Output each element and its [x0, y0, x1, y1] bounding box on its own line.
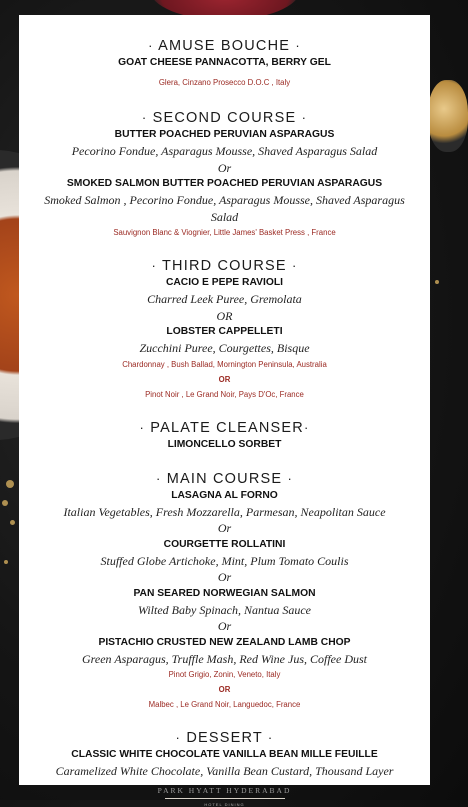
dish-description: Pecorino Fondue, Asparagus Mousse, Shaved Asparagus Salad — [71, 144, 378, 158]
dish-name: SMOKED SALMON BUTTER POACHED PERUVIAN ASPARAGUS — [66, 178, 383, 189]
dot-ornament: · — [155, 470, 162, 486]
dot-ornament: · — [301, 110, 308, 125]
or-separator: Or — [217, 160, 232, 175]
dot-ornament: · — [295, 38, 301, 53]
dot-ornament: · — [291, 258, 298, 273]
course-title-text: THIRD COURSE — [161, 258, 287, 274]
dish-name: CACIO E PEPE RAVIOLI — [165, 277, 284, 288]
brand-logo: PARK HYATT HYDERABAD — [157, 785, 292, 795]
gold-sprinkle — [2, 500, 8, 506]
course-title — [33, 470, 416, 488]
section-palate-cleanser — [33, 419, 416, 453]
course-title — [33, 109, 416, 127]
dot-ornament: · — [267, 730, 274, 745]
section-second-course — [33, 109, 416, 240]
course-title-text: DESSERT — [186, 730, 263, 746]
dish-description: Charred Leek Puree, Gremolata — [147, 292, 302, 306]
or-separator: Or — [217, 521, 232, 535]
menu-card — [19, 15, 430, 807]
dish-description: Zucchini Puree, Courgettes, Bisque — [139, 341, 310, 355]
wine-or-separator: OR — [218, 685, 231, 694]
dish-name: BUTTER POACHED PERUVIAN ASPARAGUS — [114, 129, 335, 140]
or-separator: Or — [217, 570, 232, 584]
dot-ornament: · — [151, 258, 158, 273]
dish-description: Wilted Baby Spinach, Nantua Sauce — [138, 602, 311, 617]
dish-name: LOBSTER CAPPELLETI — [166, 326, 283, 337]
course-title-text: PALATE CLEANSER — [150, 419, 304, 436]
dot-ornament: · — [303, 419, 310, 435]
dot-ornament: · — [141, 110, 148, 125]
course-title — [33, 257, 416, 275]
dish-description-cont: Salad — [210, 209, 239, 224]
or-separator: Or — [217, 619, 232, 633]
brand-divider — [165, 798, 285, 799]
dish-description: Italian Vegetables, Fresh Mozzarella, Parmesan, Neapolitan Sauce — [63, 504, 386, 519]
wine-or-separator: OR — [218, 374, 231, 384]
gold-sprinkle — [435, 280, 439, 284]
course-title-text: MAIN COURSE — [166, 470, 283, 487]
dish-name: CLASSIC WHITE CHOCOLATE VANILLA BEAN MILLE FEUILLE — [71, 749, 378, 760]
dish-name: PAN SEARED NORWEGIAN SALMON — [133, 587, 316, 599]
course-title — [33, 729, 416, 747]
dish-description: Stuffed Globe Artichoke, Mint, Plum Tomato Coulis — [100, 553, 349, 568]
wine-pairing: Pinot Noir , Le Grand Noir, Pays D'Oc, France — [145, 389, 304, 399]
dish-name: COURGETTE ROLLATINI — [163, 538, 286, 550]
wine-pairing: Glera, Cinzano Prosecco D.O.C , Italy — [158, 78, 291, 87]
dish-description: Caramelized White Chocolate, Vanilla Bean Custard, Thousand Layer — [55, 764, 394, 778]
wine-pairing: Chardonnay , Bush Ballad, Mornington Peninsula, Australia — [122, 359, 327, 369]
course-title-text: SECOND COURSE — [152, 110, 297, 126]
wine-pairing: Malbec , Le Grand Noir, Languedoc, France — [148, 700, 301, 709]
course-title — [33, 37, 416, 55]
course-title-text: AMUSE BOUCHE — [158, 38, 291, 54]
gold-sprinkle — [6, 480, 14, 488]
wine-pairing: Sauvignon Blanc & Viognier, Little James' Basket Press , France — [113, 228, 336, 237]
gold-pumpkin-decoration — [428, 80, 468, 152]
dot-ornament: · — [139, 419, 146, 435]
dish-name: GOAT CHEESE PANNACOTTA, BERRY GEL — [118, 57, 331, 68]
brand-subtitle: HOTEL DINING — [204, 801, 245, 807]
or-separator: OR — [216, 308, 233, 323]
dish-description: Green Asparagus, Truffle Mash, Red Wine Jus, Coffee Dust — [82, 651, 367, 666]
course-title — [33, 419, 416, 437]
section-main-course — [33, 470, 416, 713]
dish-name: PISTACHIO CRUSTED NEW ZEALAND LAMB CHOP — [98, 636, 351, 648]
dot-ornament: · — [175, 730, 182, 745]
dish-name: LIMONCELLO SORBET — [167, 438, 282, 450]
dot-ornament: · — [287, 470, 294, 486]
dot-ornament: · — [148, 38, 154, 53]
section-amuse-bouche — [33, 37, 416, 90]
section-dessert — [33, 729, 416, 780]
gold-sprinkle — [4, 560, 8, 564]
dish-description: Smoked Salmon , Pecorino Fondue, Asparagus Mousse, Shaved Asparagus — [44, 193, 405, 207]
dish-name: LASAGNA AL FORNO — [171, 489, 278, 501]
wine-pairing: Pinot Grigio, Zonin, Veneto, Italy — [168, 670, 281, 679]
section-third-course — [33, 257, 416, 402]
gold-sprinkle — [10, 520, 15, 525]
